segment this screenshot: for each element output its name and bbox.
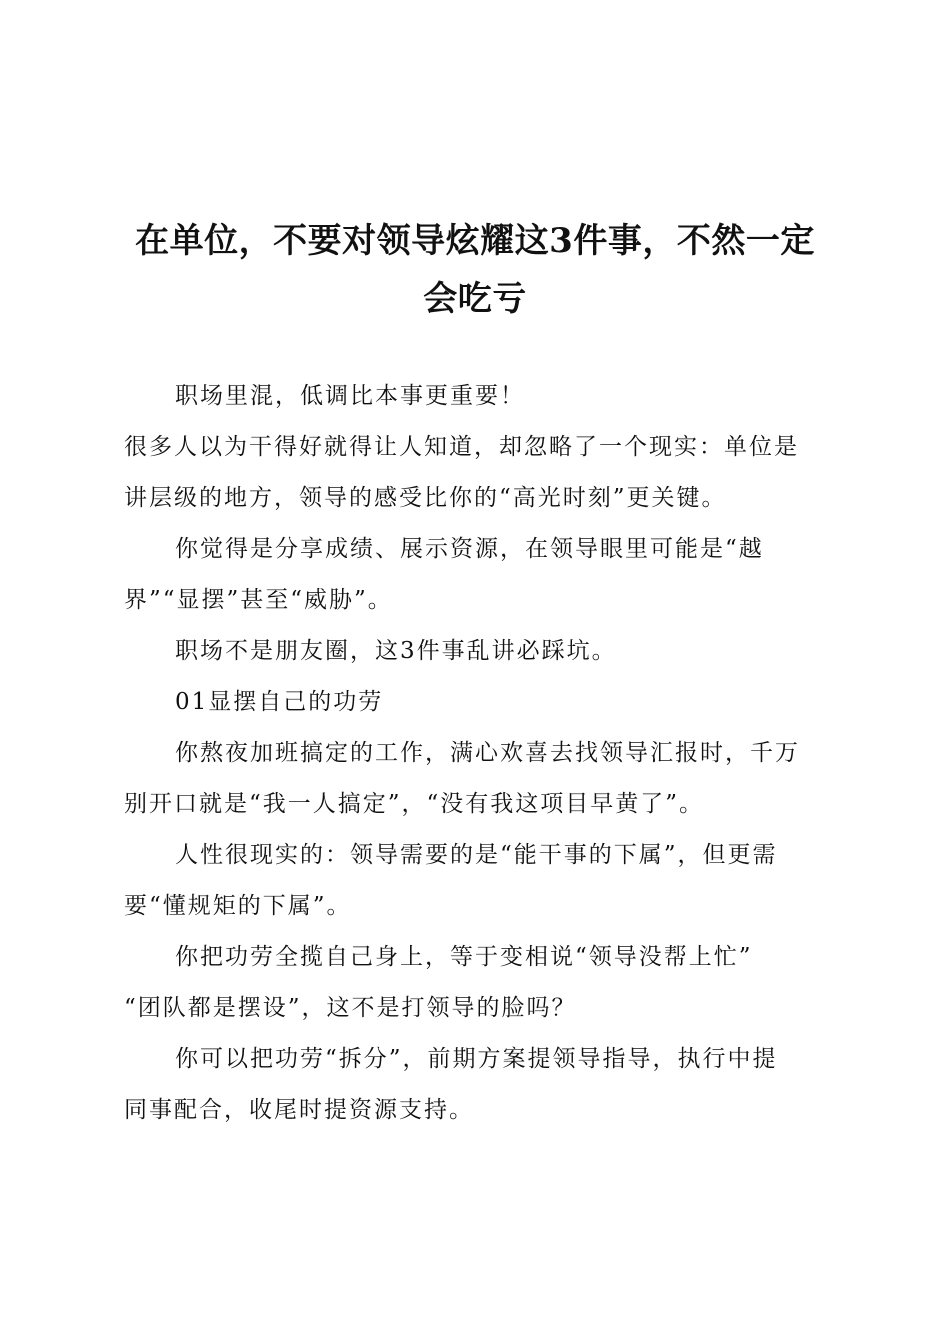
body-line: “团队都是摆设”，这不是打领导的脸吗？ xyxy=(124,995,577,1021)
body-line: 职场里混，低调比本事更重要！ xyxy=(175,383,525,409)
section-heading: 01显摆自己的功劳 xyxy=(175,689,384,715)
body-line: 界”“显摆”甚至“威胁”。 xyxy=(124,587,393,613)
body-line: 你可以把功劳“拆分”，前期方案提领导指导，执行中提 xyxy=(175,1046,778,1072)
body-line: 很多人以为干得好就得让人知道，却忽略了一个现实：单位是 xyxy=(124,434,799,460)
body-line: 你觉得是分享成绩、展示资源，在领导眼里可能是“越 xyxy=(175,536,764,562)
body-line: 你把功劳全揽自己身上，等于变相说“领导没帮上忙” xyxy=(175,944,753,970)
body-line: 别开口就是“我一人搞定”，“没有我这项目早黄了”。 xyxy=(124,791,705,817)
document-body xyxy=(124,371,824,1136)
body-line: 要“懂规矩的下属”。 xyxy=(124,893,352,919)
body-line: 讲层级的地方，领导的感受比你的“高光时刻”更关键。 xyxy=(124,485,727,511)
title-line-2: 会吃亏 xyxy=(423,279,527,319)
body-line: 同事配合，收尾时提资源支持。 xyxy=(124,1097,474,1123)
body-line: 你熬夜加班搞定的工作，满心欢喜去找领导汇报时，千万 xyxy=(175,740,800,766)
document-title xyxy=(100,212,850,328)
body-line: 职场不是朋友圈，这3件事乱讲必踩坑。 xyxy=(175,638,617,664)
title-line-1: 在单位，不要对领导炫耀这3件事，不然一定 xyxy=(135,221,815,261)
body-line: 人性很现实的：领导需要的是“能干事的下属”，但更需 xyxy=(175,842,778,868)
